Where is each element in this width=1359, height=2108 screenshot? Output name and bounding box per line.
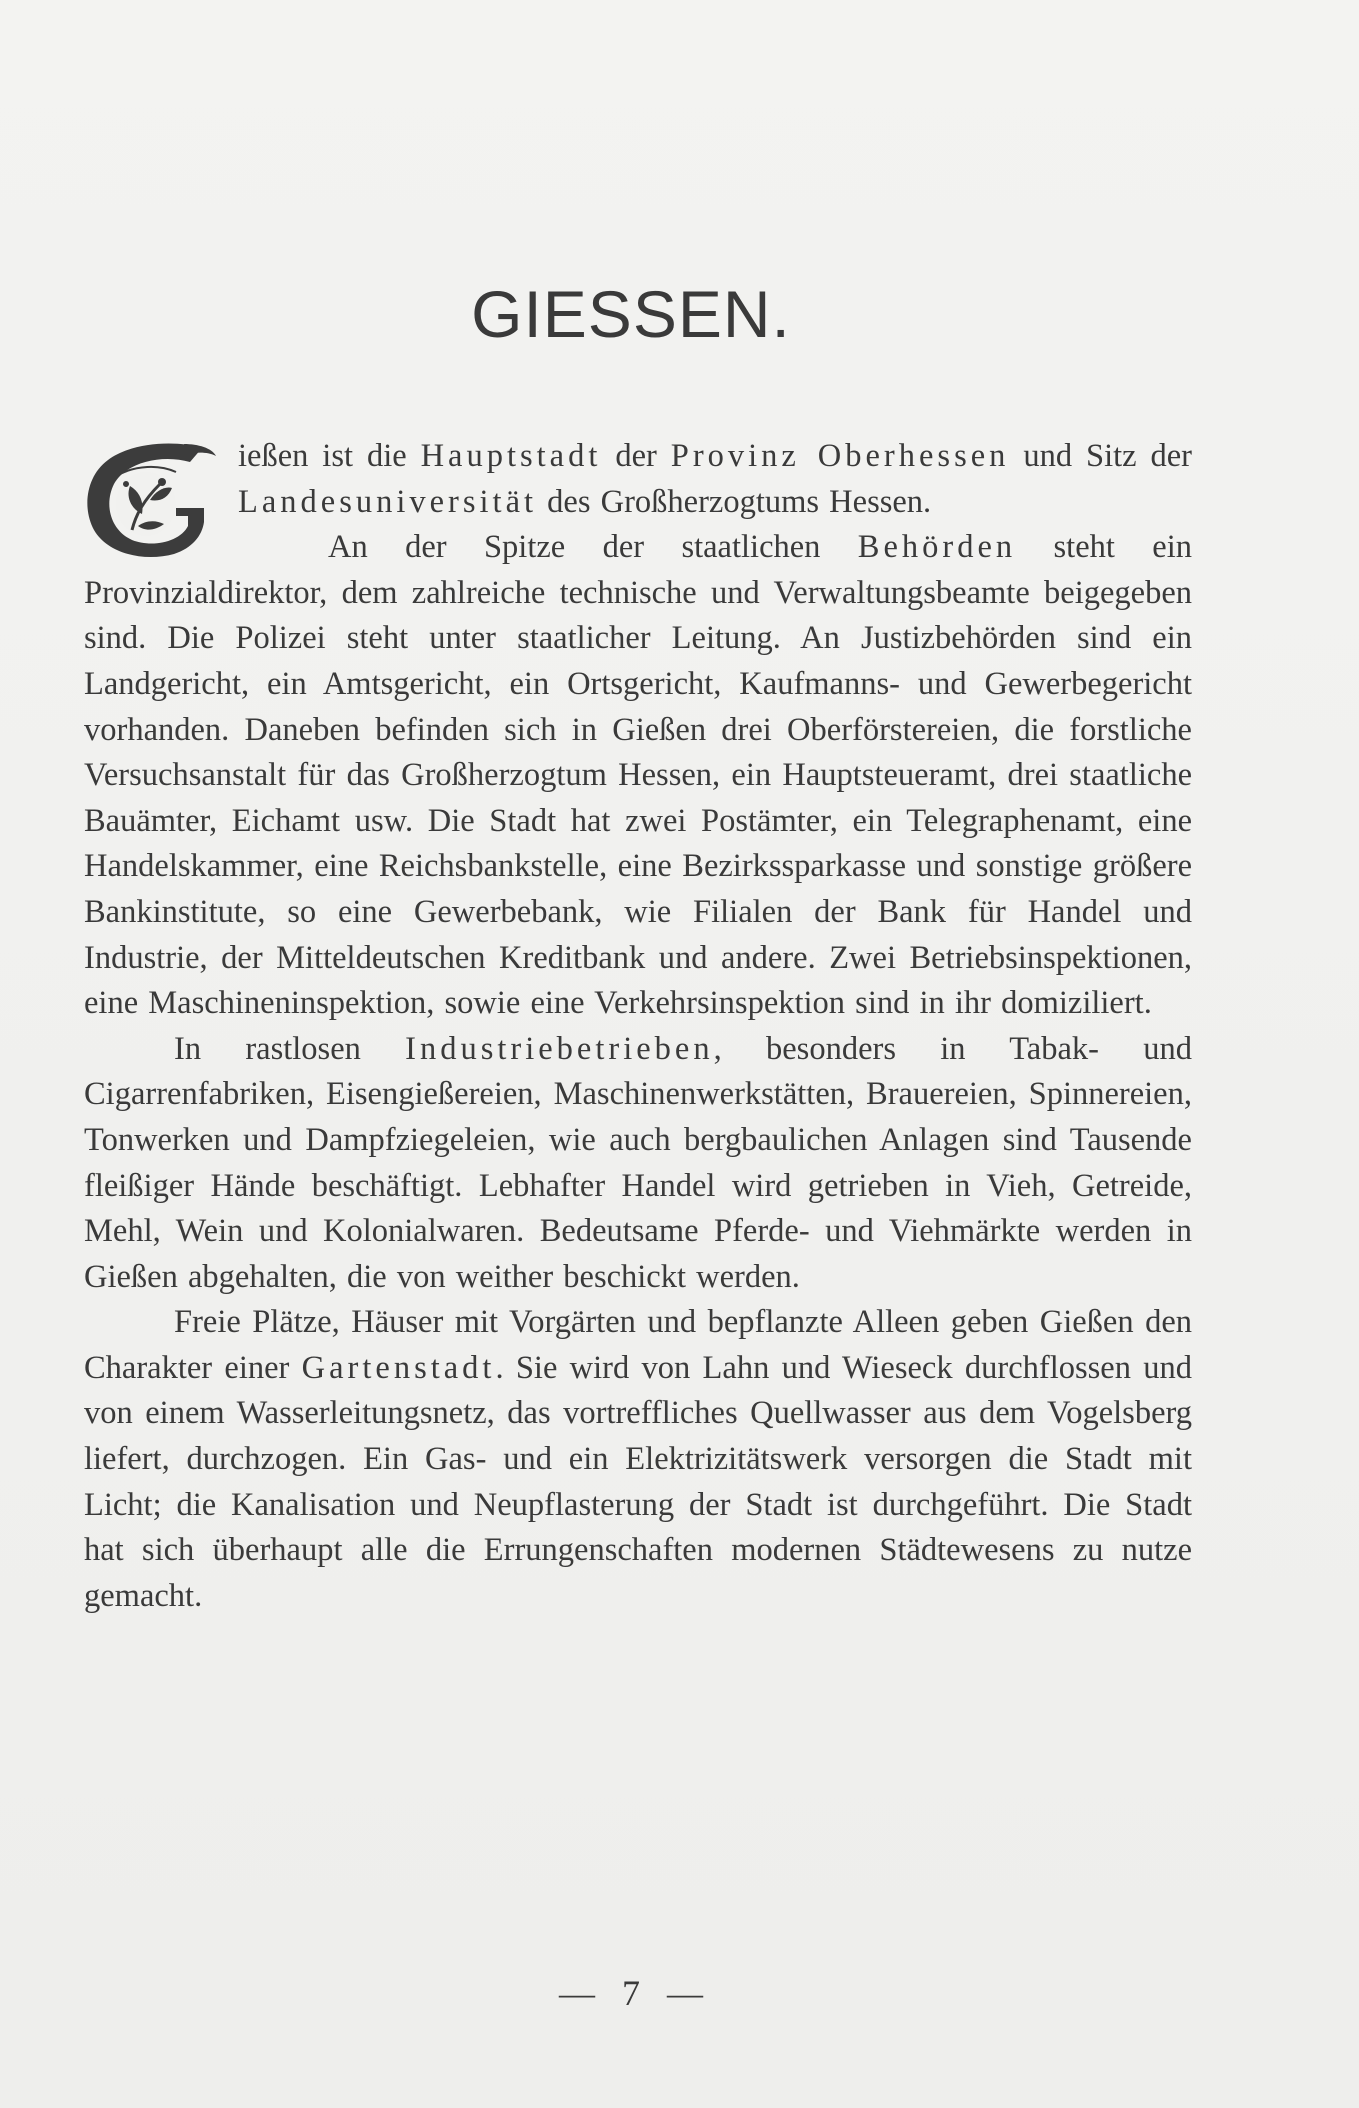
text-run: ießen ist die bbox=[238, 438, 421, 474]
paragraph-4 bbox=[84, 1300, 1192, 1619]
page-number: — 7 — bbox=[559, 1973, 703, 2013]
text-run: In rastlosen bbox=[174, 1030, 406, 1067]
text-run: , besonders in Tabak- und Cigarrenfabriken, Eisengießereien, Maschinenwerkstätten, Brauereien, Spinnereien, Tonwerken und Dampfziegeleien, wie auch bergbaulichen Anlagen sind Tausende fleißiger Hände beschäftigt. Lebhafter Handel wird getrieben in Vieh, Getreide, Mehl, Wein und Kolonialwaren. Bedeutsame Pferde- und Viehmärkte werden in Gießen abgehalten, die von weither beschickt werden. bbox=[84, 1030, 1192, 1295]
paragraph-2 bbox=[84, 525, 1192, 1027]
text-run: des Großherzogtums Hessen. bbox=[537, 483, 932, 520]
text-run: Freie Plätze, Häuser mit Vorgärten und bepflanzte Alleen geben Gießen den Charakter einer bbox=[84, 1304, 1192, 1386]
paragraph-1 bbox=[84, 434, 1192, 525]
text-run: steht ein Provinzialdirektor, dem zahlreiche technische und Verwaltungsbeamte beigegeben sind. Die Polizei steht unter staatlicher Leitung. An Justizbehörden sind ein Landgericht, ein Amtsgericht, ein Ortsgericht, Kaufmanns- und Gewerbegericht vorhanden. Daneben befinden sich in Gießen drei Oberförstereien, die forstliche Versuchsanstalt für das Großherzogtum Hessen, ein Hauptsteueramt, drei staatliche Bauämter, Eichamt usw. Die Stadt hat zwei Postämter, ein Telegraphenamt, eine Handelskammer, eine Reichsbankstelle, eine Bezirkssparkasse und sonstige größere Bankinstitute, so eine Gewerbebank, wie Filialen der Bank für Handel und Industrie, der Mitteldeutschen Kreditbank und andere. Zwei Betriebsinspektionen, eine Maschineninspektion, sowie eine Verkehrsinspektion sind in ihr domiziliert. bbox=[84, 529, 1192, 1022]
emphasis-text: Gartenstadt bbox=[301, 1349, 496, 1386]
emphasis-text: Landesuniversität bbox=[238, 483, 538, 520]
body-text bbox=[84, 434, 1192, 1619]
emphasis-text: Hauptstadt bbox=[420, 438, 602, 474]
paragraph-3 bbox=[84, 1027, 1192, 1301]
text-run: . Sie wird von Lahn und Wieseck durchflossen und von einem Wasserleitungsnetz, das vortreffliches Quellwasser aus dem Vogelsberg liefert, durchzogen. Ein Gas- und ein Elektrizitätswerk versorgen die Stadt mit Licht; die Kanalisation und Neupflasterung der Stadt ist durchgeführt. Die Stadt hat sich überhaupt alle die Errungenschaften modernen Städtewesens zu nutze gemacht. bbox=[84, 1349, 1192, 1614]
emphasis-text: Provinz Oberhessen bbox=[670, 438, 1010, 474]
ornamental-initial-icon bbox=[80, 438, 220, 564]
emphasis-text: Behörden bbox=[857, 529, 1017, 566]
text-run: der bbox=[601, 438, 671, 474]
emphasis-text: Industriebetrieben bbox=[405, 1030, 714, 1067]
text-run: An der Spitze der staatlichen bbox=[328, 529, 858, 566]
text-run: und Sitz der bbox=[1009, 438, 1192, 474]
page-title: GIESSEN. bbox=[471, 277, 791, 351]
